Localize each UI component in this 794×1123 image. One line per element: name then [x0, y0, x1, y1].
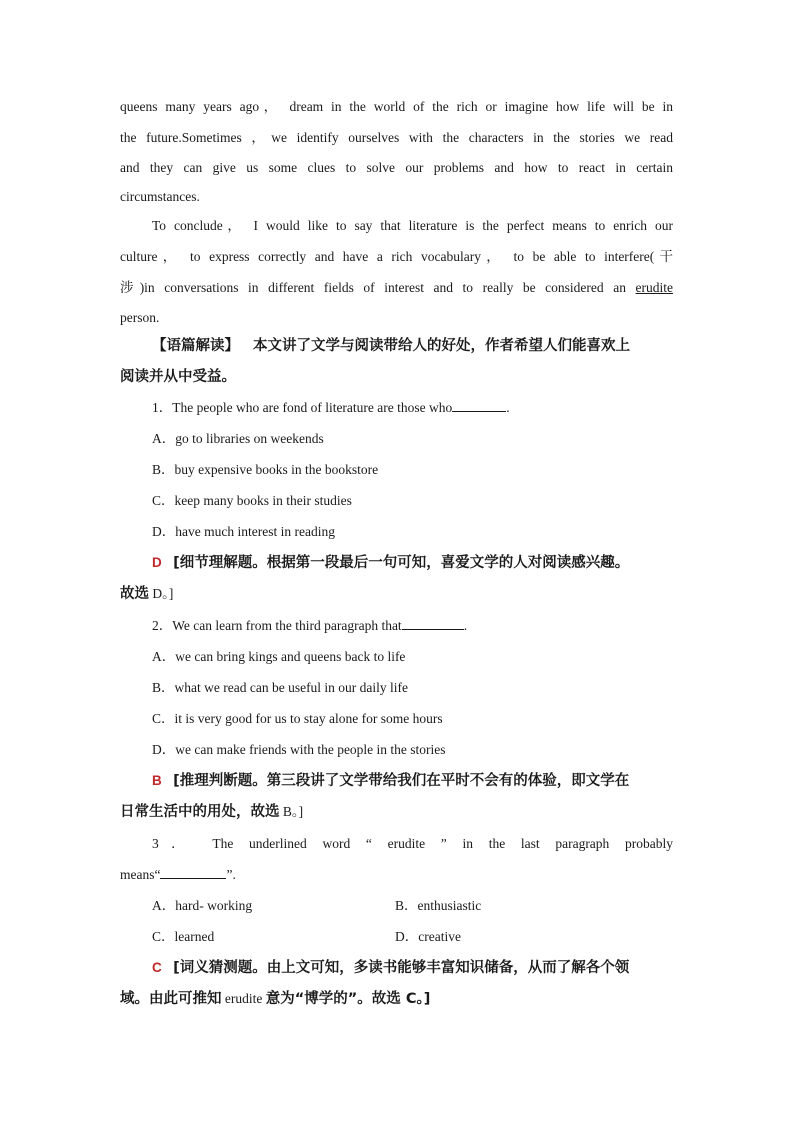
- option-c: C．it is very good for us to stay alone for some hours: [152, 711, 443, 726]
- answer-letter: C: [152, 960, 162, 975]
- option-c: C．learned: [152, 929, 215, 944]
- analysis-line: 阅读并从中受益。: [120, 369, 236, 385]
- analysis-line: [152, 336, 673, 356]
- passage-line: [120, 278, 673, 298]
- option-b: B．buy expensive books in the bookstore: [152, 462, 379, 477]
- explanation-line: [120, 802, 673, 822]
- explanation-text: 日常生活中的用处，故选: [120, 804, 280, 820]
- underlined-word: erudite: [635, 280, 674, 295]
- explanation-text: B。]: [279, 804, 304, 819]
- answer-blank: [402, 616, 464, 630]
- explanation-text: 故选: [120, 586, 149, 602]
- explanation-text: 意为“博学的”。故选 C。]: [265, 991, 431, 1007]
- stem-text: 1．The people who are fond of literature are those who: [152, 400, 453, 415]
- explanation-text: D。]: [149, 586, 174, 601]
- question-stem: [120, 865, 673, 885]
- passage-text: culture， to express correctly and have a rich vocabulary， to be able to interfere(: [120, 249, 655, 264]
- analysis-text: 本文讲了文学与阅读带给人的好处，作者希望人们能喜欢上: [253, 338, 630, 354]
- passage-text: )in conversations in different fields of interest and to really be considered an: [139, 280, 626, 295]
- passage-line: To conclude， I would like to say that literature is the perfect means to enrich our: [152, 218, 673, 233]
- stem-text: 2．We can learn from the third paragraph that: [152, 618, 402, 633]
- explanation-text: [细节理解题。根据第一段最后一句可知，喜爱文学的人对阅读感兴趣。: [173, 555, 630, 571]
- option-c: C．keep many books in their studies: [152, 493, 352, 508]
- option-b: B．enthusiastic: [395, 898, 482, 913]
- passage-line: [120, 247, 673, 267]
- passage-line: the future.Sometimes ，we identify ourselves with the characters in the stories we read: [120, 130, 673, 145]
- explanation-line: [120, 989, 673, 1009]
- explanation-text: [推理判断题。第三段讲了文学带给我们在平时不会有的体验，即文学在: [173, 773, 630, 789]
- question-stem: 3． The underlined word “ erudite ” in the last paragraph probably: [152, 836, 673, 851]
- answer-letter: B: [152, 773, 162, 788]
- passage-line: and they can give us some clues to solve our problems and how to react in certain: [120, 160, 673, 175]
- explanation-line: [152, 771, 705, 791]
- option-d: D．we can make friends with the people in the stories: [152, 742, 446, 757]
- option-a: A．hard- working: [152, 898, 253, 913]
- explanation-line: [152, 553, 705, 573]
- explanation-line: [120, 584, 673, 604]
- stem-text: .: [463, 618, 468, 633]
- analysis-label: 【语篇解读】: [152, 338, 239, 354]
- answer-blank: [452, 398, 506, 412]
- passage-line: queens many years ago， dream in the world of the rich or imagine how life will be in: [120, 99, 673, 114]
- explanation-text: erudite: [221, 991, 266, 1006]
- option-a: A．go to libraries on weekends: [152, 431, 324, 446]
- option-d: D．creative: [395, 929, 461, 944]
- passage-line: circumstances.: [120, 189, 200, 204]
- option-d: D．have much interest in reading: [152, 524, 335, 539]
- explanation-text: [词义猜测题。由上文可知，多读书能够丰富知识储备，从而了解各个领: [173, 960, 630, 976]
- question-stem: [152, 398, 705, 418]
- explanation-line: [152, 958, 705, 978]
- option-a: A．we can bring kings and queens back to life: [152, 649, 406, 664]
- passage-line: person.: [120, 310, 160, 325]
- option-row: [152, 896, 705, 916]
- stem-text: ”.: [226, 867, 236, 882]
- explanation-text: 域。由此可推知: [120, 991, 222, 1007]
- stem-text: means“: [120, 867, 161, 882]
- passage-text: 涉: [120, 280, 140, 296]
- option-row: [152, 927, 705, 947]
- answer-letter: D: [152, 555, 162, 570]
- stem-text: .: [506, 400, 510, 415]
- option-b: B．what we read can be useful in our daily life: [152, 680, 409, 695]
- passage-text: 干: [654, 249, 673, 265]
- answer-blank: [160, 865, 226, 879]
- question-stem: [152, 616, 705, 636]
